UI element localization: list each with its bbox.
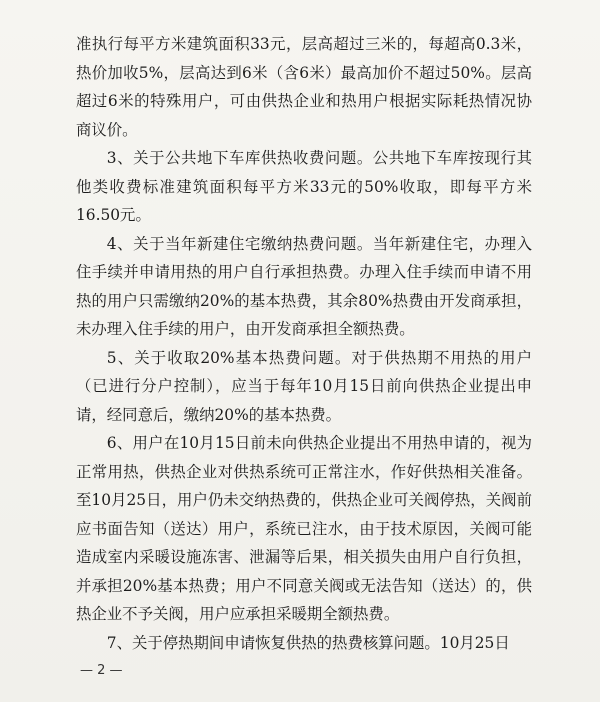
paragraph-item-4: 4、关于当年新建住宅缴纳热费问题。当年新建住宅，办理入住手续并申请用热的用户自行承担热费。办理入住手续而申请不用热的用户只需缴纳20%的基本热费，其余80%热费由开发商承担，未办理入住手续的用户，由开发商承担全额热费。 <box>76 234 532 338</box>
page-number: — 2 — <box>80 663 123 678</box>
paragraph-item-6: 6、用户在10月15日前未向供热企业提出不用热申请的，视为正常用热，供热企业对供热系统可正常注水，作好供热相关准备。至10月25日，用户仍未交纳热费的，供热企业可关阀停热，关阀前应书面告知（送达）用户，系统已注水，由于技术原因，关阀可能造成室内采暖设施冻害、泄漏等后果，相关损失由用户自行负担，并承担20%基本热费；用户不同意关阀或无法告知（送达）的，供热企业不予关阀，用户应承担采暖期全额热费。 <box>76 434 532 623</box>
body-text <box>76 30 532 657</box>
paragraph-continuation: 准执行每平方米建筑面积33元，层高超过三米的，每超高0.3米，热价加收5%，层高达到6米（含6米）最高加价不超过50%。层高超过6米的特殊用户，可由供热企业和热用户根据实际耗热情况协商议价。 <box>76 35 532 139</box>
paragraph-item-3: 3、关于公共地下车库供热收费问题。公共地下车库按现行其他类收费标准建筑面积每平方米33元的50%收取，即每平方米16.50元。 <box>76 149 532 224</box>
paragraph-item-5: 5、关于收取20%基本热费问题。对于供热期不用热的用户（已进行分户控制），应当于每年10月15日前向供热企业提出申请，经同意后，缴纳20%的基本热费。 <box>76 348 532 424</box>
paragraph-item-7: 7、关于停热期间申请恢复供热的热费核算问题。10月25日 <box>106 633 510 652</box>
